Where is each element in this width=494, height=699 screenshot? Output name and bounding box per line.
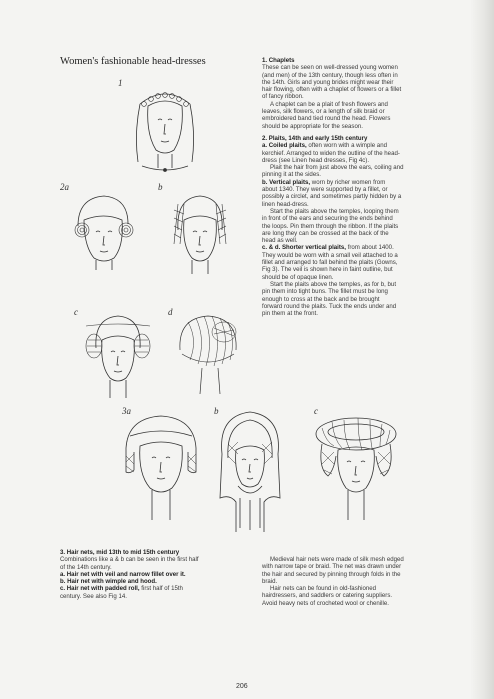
section3-intro-line: of the 14th century. bbox=[60, 563, 112, 571]
section2-a-line: often worn with a wimple and bbox=[306, 142, 387, 150]
section1-para2-line: A chaplet can be a plait of fresh flowers and bbox=[270, 100, 388, 108]
section2-a-para-line: pinning it at the sides. bbox=[262, 171, 321, 179]
figure-3b-hair-net-wimple-hood-illustration bbox=[208, 408, 292, 532]
section3-right-para2-line: hairdressers, and saddlers or catering suppliers. bbox=[262, 592, 393, 600]
figure-label-3b: b bbox=[214, 406, 219, 416]
section2-cd-label: c. & d. Shorter vertical plaits, bbox=[262, 244, 346, 252]
section3-item-c-tail: first half of 15th bbox=[139, 585, 183, 593]
section2-b-line: about 1340. They were supported by a fillet, or bbox=[262, 186, 388, 194]
section2-b-line: possibly a circlet, and sometimes partly hidden by a bbox=[262, 193, 402, 201]
section2-cd-para-line: pin them into tight buns. The fillet must be long bbox=[262, 288, 388, 296]
figure-3a-hair-net-with-veil-illustration bbox=[116, 412, 206, 524]
section2-a-line: dress (see Linen head dresses, Fig 4c). bbox=[262, 156, 370, 164]
section1-para2-line: leaves, silk flowers, or a length of silk braid or bbox=[262, 108, 385, 116]
page-edge bbox=[470, 0, 494, 699]
figure-1-chaplet-illustration bbox=[120, 84, 210, 174]
figure-label-2b: b bbox=[158, 182, 163, 192]
figure-label-3a: 3a bbox=[122, 406, 131, 416]
figure-2a-coiled-plaits-illustration bbox=[62, 190, 142, 270]
section2-a-para-line: Plait the hair from just above the ears, coiling and bbox=[270, 164, 404, 172]
section2-heading: 2. Plaits, 14th and early 15th century bbox=[262, 134, 368, 142]
figure-label-1: 1 bbox=[118, 78, 123, 88]
section2-cd-para-line: Start the plaits above the temples, as for b, but bbox=[270, 280, 397, 288]
figure-label-2d: d bbox=[168, 307, 173, 317]
section-text-column bbox=[262, 57, 462, 317]
section3-right-para1-line: the hair and secured by pinning through folds in the bbox=[262, 570, 401, 578]
page-title: Women's fashionable head-dresses bbox=[60, 56, 206, 67]
section2-b-para-line: the loops. Pin them through the ribbon. If the plaits bbox=[262, 222, 399, 230]
figure-2c-plaited-buns-illustration bbox=[76, 312, 160, 398]
section2-b-line: linen head-dress. bbox=[262, 200, 309, 208]
section2-cd-line: fillet and arranged to fall behind the plaits (Gowns, bbox=[262, 259, 398, 267]
section2-cd-line: from about 1400. bbox=[346, 244, 394, 252]
section2-cd-para-line: forward round the plaits. Tuck the ends under and bbox=[262, 302, 397, 310]
figure-2b-vertical-plaits-illustration bbox=[160, 190, 240, 274]
section3-right-para1-line: braid. bbox=[262, 577, 278, 585]
section1-line: of fancy ribbon. bbox=[262, 93, 304, 101]
section1-para2-line: embroidered band tied round the head. Flowers bbox=[262, 115, 391, 123]
section1-para2-line: should be appropriate for the season. bbox=[262, 122, 363, 130]
section3-right-para2-line: Avoid heavy nets of crocheted wool or chenille. bbox=[262, 599, 389, 607]
section2-b-para-line: in front of the ears and securing the ends behind bbox=[262, 215, 393, 223]
section3-right-para2-line: Hair nets can be found in old-fashioned bbox=[270, 585, 377, 593]
section2-b-label: b. Vertical plaits, bbox=[262, 178, 311, 186]
section2-a-label: a. Coiled plaits, bbox=[262, 142, 307, 150]
section1-line: These can be seen on well-dressed young women bbox=[262, 64, 398, 72]
section2-cd-line: Fig 3). The veil is shown here in faint outline, but bbox=[262, 266, 393, 274]
section3-right-column bbox=[262, 556, 462, 607]
section2-cd-para-line: enough to cross at the back and be brought bbox=[262, 295, 380, 303]
figure-label-2c: c bbox=[74, 307, 78, 317]
section3-left-column bbox=[60, 549, 250, 600]
figure-2d-back-view-plaits-illustration bbox=[168, 310, 248, 394]
section1-line: hair flowing, often with a chaplet of flowers or a fillet bbox=[262, 86, 402, 94]
section2-b-para-line: head as well. bbox=[262, 237, 298, 245]
section3-heading: 3. Hair nets, mid 13th to mid 15th century bbox=[60, 549, 180, 556]
section3-right-para1-line: with narrow tape or braid. The net was drawn under bbox=[262, 563, 402, 571]
section3-item-c-line2: century. See also Fig 14. bbox=[60, 592, 127, 600]
page-number: 206 bbox=[236, 683, 248, 690]
figure-label-3c: c bbox=[314, 406, 318, 416]
section2-cd-para-line: pin them at the front. bbox=[262, 310, 318, 318]
section3-intro-line: Combinations like a & b can be seen in the first half bbox=[60, 556, 199, 564]
section3-item-a: a. Hair net with veil and narrow fillet over it. bbox=[60, 570, 186, 578]
section3-right-para1-line: Medieval hair nets were made of silk mesh edged bbox=[270, 556, 404, 563]
section2-a-line: kerchief. Arranged to widen the outline of the head- bbox=[262, 149, 400, 157]
section3-item-b: b. Hair net with wimple and hood. bbox=[60, 578, 157, 586]
section2-cd-line: They would be worn with a small veil attached to a bbox=[262, 251, 398, 259]
section2-b-line: worn by richer women from bbox=[310, 178, 386, 186]
section1-line: (and men) of the 13th century, though less often in bbox=[262, 71, 398, 79]
section2-cd-line: should be of opaque linen. bbox=[262, 273, 334, 281]
figure-label-2a: 2a bbox=[60, 182, 69, 192]
figure-3c-hair-net-padded-roll-illustration bbox=[308, 412, 404, 524]
section2-b-para-line: are long they can be crossed at the back of the bbox=[262, 229, 389, 237]
section1-heading: 1. Chaplets bbox=[262, 57, 295, 64]
section3-item-c: c. Hair net with padded roll, bbox=[60, 585, 140, 593]
section2-b-para-line: Start the plaits above the temples, looping them bbox=[270, 207, 399, 215]
section1-line: the 14th. Girls and young brides might wear their bbox=[262, 78, 394, 86]
